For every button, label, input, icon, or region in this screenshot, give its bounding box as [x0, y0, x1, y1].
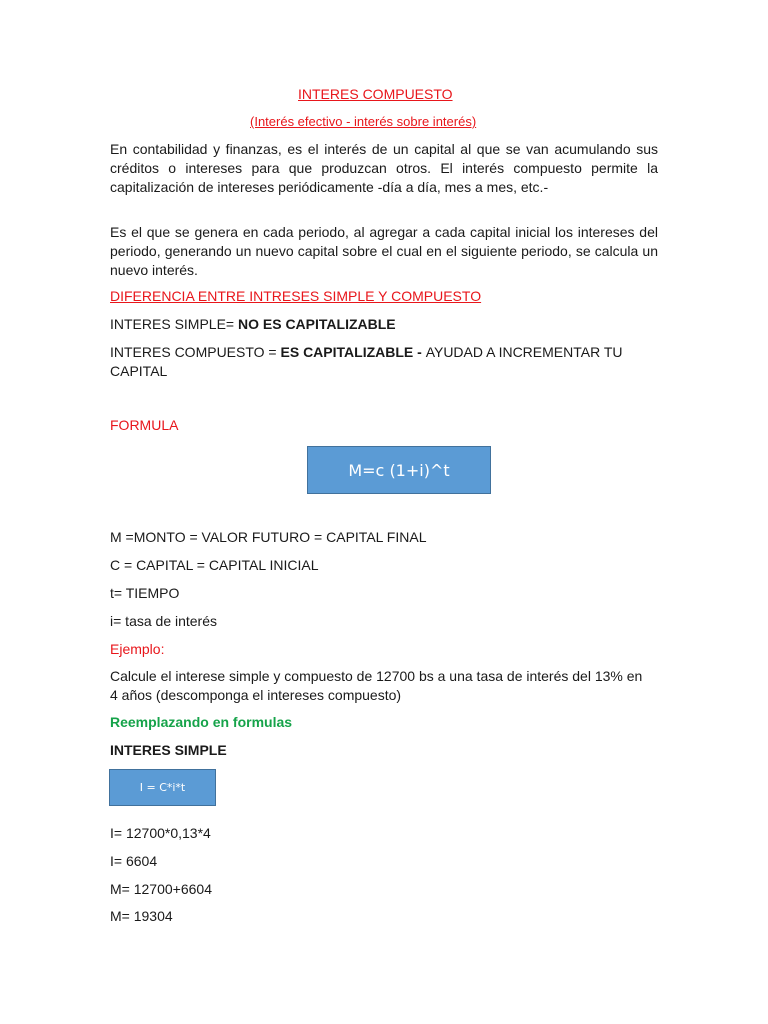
interes-simple-heading: INTERES SIMPLE [110, 742, 227, 758]
document-subtitle: (Interés efectivo - interés sobre interés) [250, 114, 477, 129]
compound-formula-box [307, 446, 491, 494]
definition-i: i= tasa de interés [110, 613, 218, 629]
formula-heading: FORMULA [110, 417, 179, 433]
simple-value: NO ES CAPITALIZABLE [237, 316, 396, 332]
reemplazando-heading: Reemplazando en formulas [110, 714, 293, 730]
diferencia-heading: DIFERENCIA ENTRE INTRESES SIMPLE Y COMPUESTO [110, 288, 482, 304]
step-2: I= 6604 [110, 853, 158, 869]
document-title: INTERES COMPUESTO [298, 86, 453, 102]
step-3: M= 12700+6604 [110, 881, 212, 897]
definition-m: M =MONTO = VALOR FUTURO = CAPITAL FINAL [110, 529, 427, 545]
simple-line [110, 315, 396, 334]
ejemplo-text: Calcule el interese simple y compuesto de 12700 bs a una tasa de interés del 13% en 4 años (descomponga el intereses compuesto) [110, 668, 643, 703]
compuesto-value: ES CAPITALIZABLE - [280, 344, 426, 360]
step-1: I= 12700*0,13*4 [110, 825, 211, 841]
ejemplo-heading: Ejemplo: [110, 641, 165, 657]
simple-formula-box [109, 769, 216, 806]
simple-formula-text: I = C*i*t [139, 781, 186, 794]
compuesto-rest: AYUDAD A INCREMENTAR TU CAPITAL [110, 344, 623, 379]
compuesto-label: INTERES COMPUESTO = [110, 344, 281, 360]
compuesto-line [110, 343, 658, 381]
definition-t: t= TIEMPO [110, 585, 180, 601]
definition-c: C = CAPITAL = CAPITAL INICIAL [110, 557, 319, 573]
compound-formula-text: M=c (1+i)^t [348, 460, 450, 480]
intro-paragraph: En contabilidad y finanzas, es el interés de un capital al que se van acumulando sus créditos o intereses para que produzcan otros. El interés compuesto permite la capitalización de intereses periódicamente -día a día, mes a mes, etc.- [110, 141, 658, 195]
step-4: M= 19304 [110, 908, 173, 924]
definition-paragraph: Es el que se genera en cada periodo, al agregar a cada capital inicial los intereses del periodo, generando un nuevo capital sobre el cual en el siguiente periodo, se calcula un nuevo interés. [110, 224, 658, 278]
simple-label: INTERES SIMPLE= [110, 316, 238, 332]
